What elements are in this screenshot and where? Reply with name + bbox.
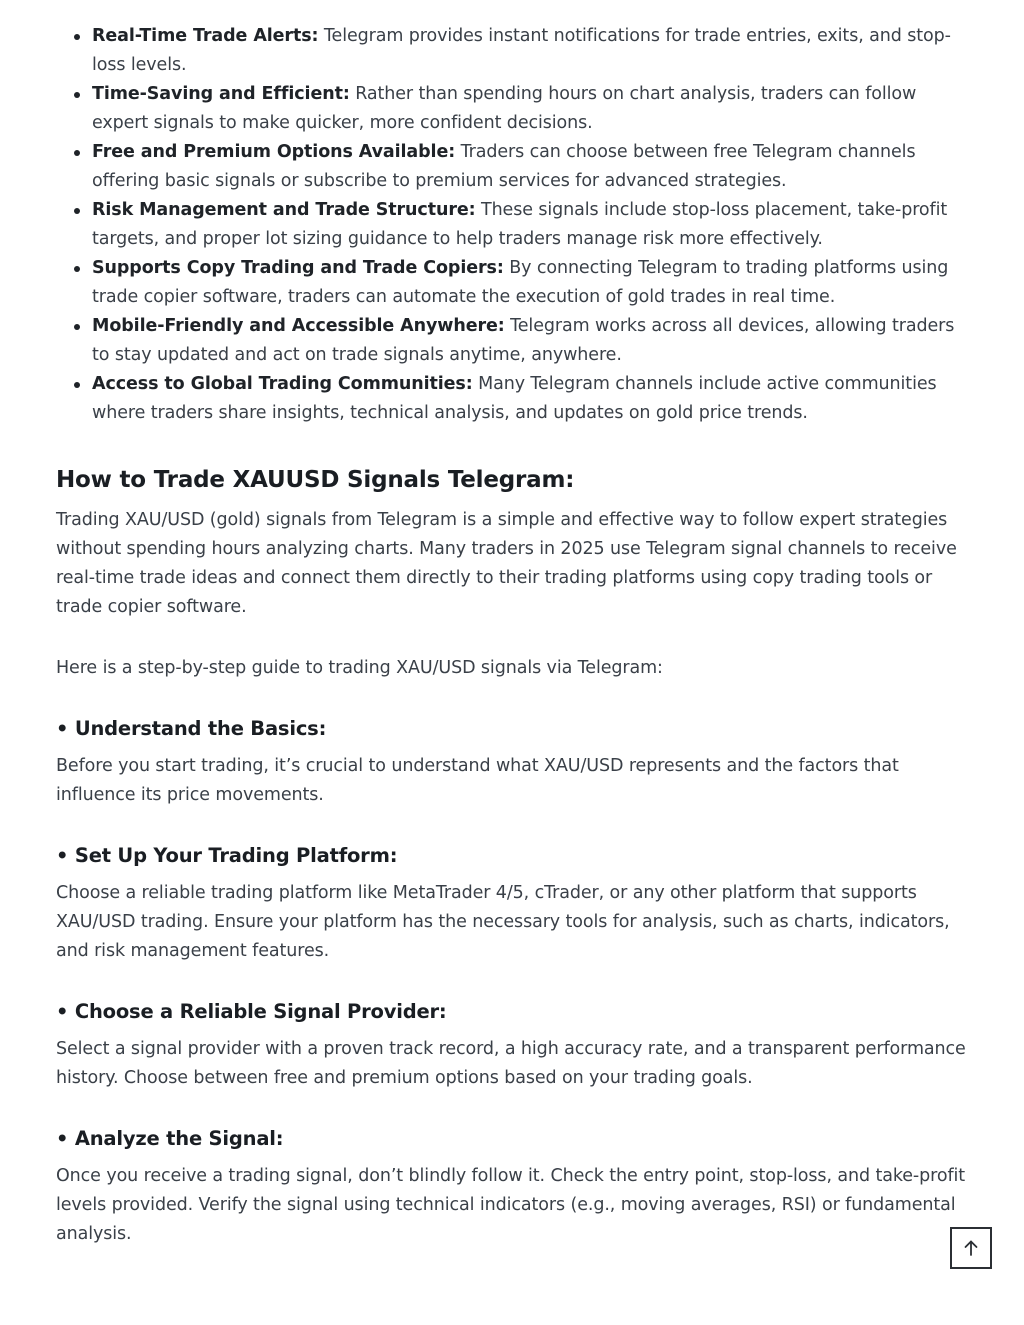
benefit-text: Telegram provides instant notifications for trade entries, exits, and stop-loss levels. [92,26,951,75]
list-item [92,196,968,254]
scroll-to-top-button[interactable] [950,1227,992,1269]
step-text-platform: Choose a reliable trading platform like MetaTrader 4/5, cTrader, or any other platform that supports XAU/USD trading. Ensure your platform has the necessary tools for analysis, such as charts, indicators, and risk management features. [56,883,950,961]
guide-intro: Here is a step-by-step guide to trading XAU/USD signals via Telegram: [56,658,663,678]
benefit-title: Risk Management and Trade Structure: [92,200,476,220]
benefit-title: Supports Copy Trading and Trade Copiers: [92,258,504,278]
step-heading-platform: • Set Up Your Trading Platform: [56,844,398,867]
benefit-title: Time-Saving and Efficient: [92,84,350,104]
benefit-text: Traders can choose between free Telegram channels offering basic signals or subscribe to premium services for advanced strategies. [92,142,916,191]
benefit-title: Free and Premium Options Available: [92,142,456,162]
benefit-text: By connecting Telegram to trading platforms using trade copier software, traders can automate the execution of gold trades in real time. [92,258,949,307]
arrow-up-icon [962,1239,980,1257]
section-heading: How to Trade XAUUSD Signals Telegram: [56,467,575,493]
section-intro: Trading XAU/USD (gold) signals from Telegram is a simple and effective way to follow expert strategies without spending hours analyzing charts. Many traders in 2025 use Telegram signal channels to receive real-time trade ideas and connect them directly to their trading platforms using copy trading tools or trade copier software. [56,510,957,617]
benefits-list [56,22,968,428]
step-heading-provider: • Choose a Reliable Signal Provider: [56,1000,447,1023]
list-item [92,254,968,312]
list-item [92,138,968,196]
benefit-title: Real-Time Trade Alerts: [92,26,319,46]
list-item [92,22,968,80]
list-item [92,370,968,428]
benefit-title: Mobile-Friendly and Accessible Anywhere: [92,316,505,336]
article-content [56,22,968,1249]
list-item [92,312,968,370]
step-text-analyze: Once you receive a trading signal, don’t blindly follow it. Check the entry point, stop-loss, and take-profit levels provided. Verify the signal using technical indicators (e.g., moving averages, RSI) or fundamental analysis. [56,1166,966,1244]
benefit-title: Access to Global Trading Communities: [92,374,473,394]
benefit-text: Telegram works across all devices, allowing traders to stay updated and act on trade signals anytime, anywhere. [92,316,955,365]
benefit-text: Many Telegram channels include active communities where traders share insights, technical analysis, and updates on gold price trends. [92,374,937,423]
list-item [92,80,968,138]
benefit-text: These signals include stop-loss placement, take-profit targets, and proper lot sizing guidance to help traders manage risk more effectively. [92,200,948,249]
benefit-text: Rather than spending hours on chart analysis, traders can follow expert signals to make quicker, more confident decisions. [92,84,917,133]
step-heading-basics: • Understand the Basics: [56,717,327,740]
step-text-basics: Before you start trading, it’s crucial to understand what XAU/USD represents and the factors that influence its price movements. [56,756,899,805]
step-heading-analyze: • Analyze the Signal: [56,1127,284,1150]
step-text-provider: Select a signal provider with a proven track record, a high accuracy rate, and a transparent performance history. Choose between free and premium options based on your trading goals. [56,1039,966,1088]
